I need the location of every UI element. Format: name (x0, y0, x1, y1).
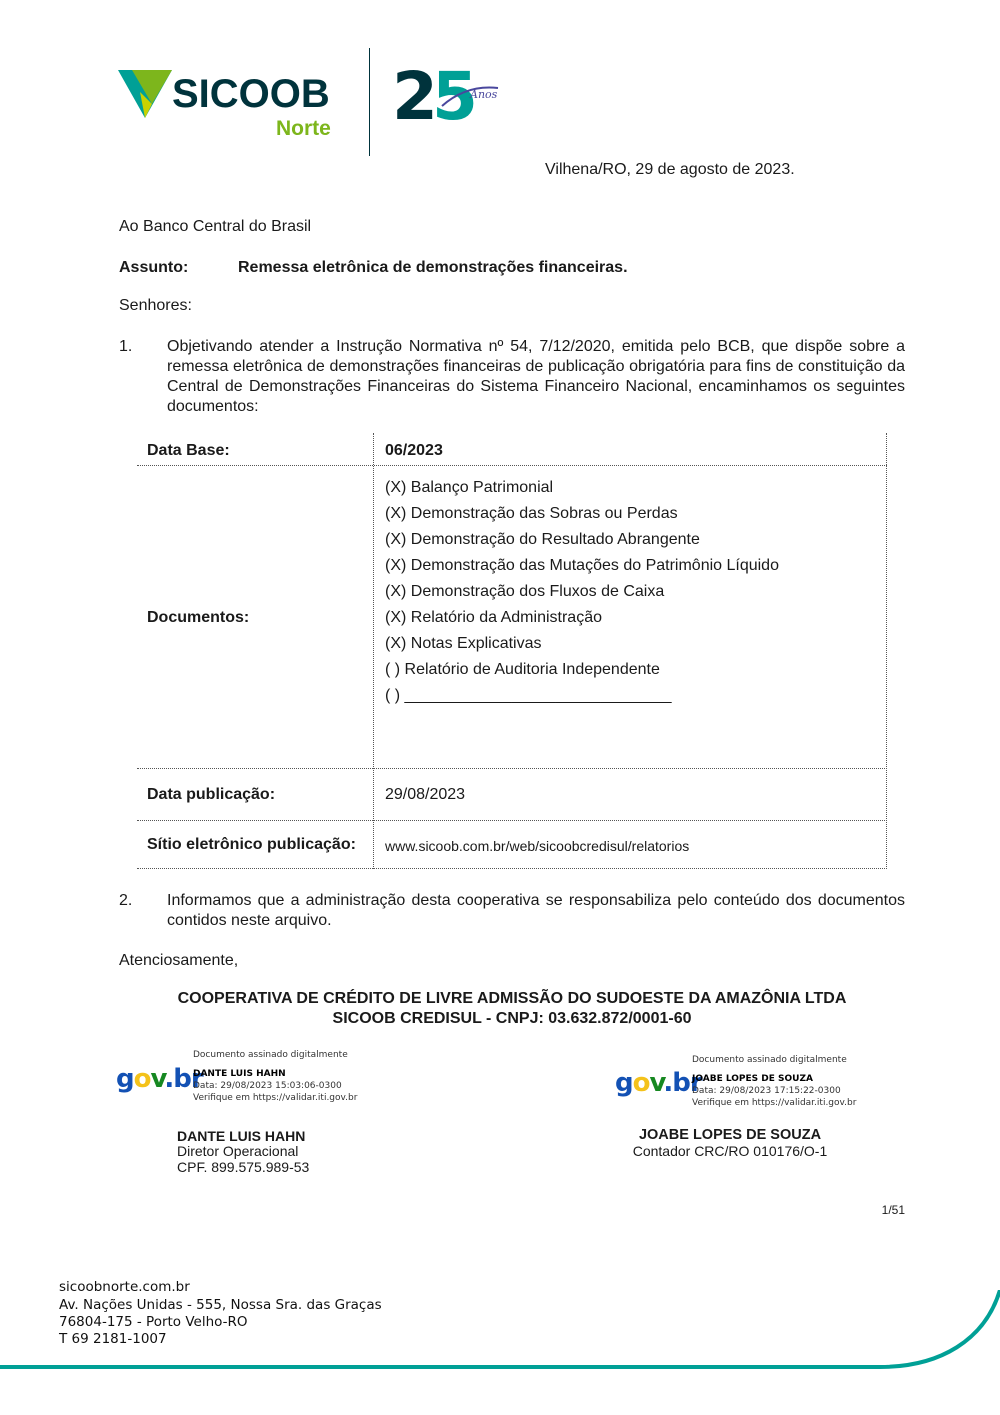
document-item: (X) Notas Explicativas (385, 635, 542, 652)
govbr-logo: gov.br (615, 1068, 702, 1098)
document-item: (X) Demonstração das Mutações do Patrimônio Líquido (385, 557, 779, 574)
footer-city: 76804-175 - Porto Velho-RO (59, 1314, 248, 1330)
document-item: ( ) ______________________________ (385, 687, 672, 704)
document-item: (X) Demonstração do Resultado Abrangente (385, 531, 700, 548)
publication-date-value: 29/08/2023 (385, 786, 466, 803)
recipient: Ao Banco Central do Brasil (119, 218, 312, 235)
anniversary-digit-2: 2 (392, 58, 432, 135)
stamp-date: Data: 29/08/2023 17:15:22-0300 (692, 1086, 841, 1096)
page-number: 1/51 (881, 1203, 905, 1217)
anniversary-swoosh-icon (440, 80, 500, 110)
subject-label: Assunto: (119, 259, 189, 276)
signer-2-name: JOABE LOPES DE SOUZA (638, 1127, 822, 1143)
table-column-divider (373, 433, 374, 869)
document-item: ( ) Relatório de Auditoria Independente (385, 661, 660, 678)
stamp-title: Documento assinado digitalmente (193, 1050, 348, 1060)
base-date-value: 06/2023 (385, 442, 443, 459)
documents-label: Documentos: (147, 609, 250, 626)
footer-phone: T 69 2181-1007 (59, 1331, 167, 1347)
table-divider (137, 465, 887, 466)
salutation: Senhores: (119, 297, 192, 314)
signer-1-role: Diretor Operacional (177, 1143, 299, 1159)
stamp-name: JOABE LOPES DE SOUZA (692, 1074, 813, 1084)
document-item: (X) Demonstração das Sobras ou Perdas (385, 505, 678, 522)
logo-divider (369, 48, 370, 156)
table-border-right (886, 433, 887, 869)
stamp-verify: Verifique em https://validar.iti.gov.br (193, 1093, 358, 1103)
govbr-logo: gov.br (116, 1064, 203, 1094)
base-date-label: Data Base: (147, 442, 230, 459)
organization-name: COOPERATIVA DE CRÉDITO DE LIVRE ADMISSÃO DO SUDOESTE DA AMAZÔNIA LTDA (177, 990, 847, 1007)
signer-1-id: CPF. 899.575.989-53 (177, 1159, 310, 1175)
place-date: Vilhena/RO, 29 de agosto de 2023. (545, 161, 795, 178)
closing: Atenciosamente, (119, 952, 239, 969)
stamp-name: DANTE LUIS HAHN (193, 1069, 286, 1079)
website-value: www.sicoob.com.br/web/sicoobcredisul/relatorios (385, 838, 690, 854)
anniversary-digit-5: 5 (431, 58, 472, 135)
subject-text: Remessa eletrônica de demonstrações financeiras. (238, 259, 628, 276)
signer-2-role: Contador CRC/RO 010176/O-1 (632, 1143, 828, 1159)
table-divider (137, 820, 887, 821)
stamp-verify: Verifique em https://validar.iti.gov.br (692, 1098, 857, 1108)
stamp-date: Data: 29/08/2023 15:03:06-0300 (193, 1081, 342, 1091)
item-2-text: Informamos que a administração desta cooperativa se responsabiliza pelo conteúdo dos documentos contidos neste arquivo. (167, 892, 905, 929)
signer-1-name: DANTE LUIS HAHN (177, 1128, 306, 1144)
document-item: (X) Demonstração dos Fluxos de Caixa (385, 583, 665, 600)
footer-address: Av. Nações Unidas - 555, Nossa Sra. das Graças (59, 1297, 382, 1313)
sicoob-logo-icon (118, 70, 172, 120)
footer-website: sicoobnorte.com.br (59, 1279, 190, 1295)
stamp-title: Documento assinado digitalmente (692, 1055, 847, 1065)
item-1-number: 1. (119, 338, 133, 355)
item-2-number: 2. (119, 892, 133, 909)
website-label: Sítio eletrônico publicação: (147, 836, 356, 853)
document-item: (X) Relatório da Administração (385, 609, 602, 626)
item-1-text: Objetivando atender a Instrução Normativa nº 54, 7/12/2020, emitida pelo BCB, que dispõe sobre a remessa eletrônica de demonstrações financeiras de publicação obrigatória para fins de constituição da Central de Demonstrações Financeiras do Sistema Financeiro Nacional, encaminhamos os seguintes documentos: (167, 338, 905, 415)
table-divider (137, 768, 887, 769)
footer-wave-decoration (0, 1290, 1000, 1415)
organization-cnpj: SICOOB CREDISUL - CNPJ: 03.632.872/0001-60 (332, 1010, 692, 1027)
anniversary-text: Anos (470, 88, 498, 101)
sicoob-logo-subtext: Norte (276, 117, 331, 140)
publication-date-label: Data publicação: (147, 786, 276, 803)
sicoob-logo-text: SICOOB (172, 72, 330, 116)
document-item: (X) Balanço Patrimonial (385, 479, 554, 496)
table-divider (137, 868, 887, 869)
documents-table (137, 433, 887, 869)
